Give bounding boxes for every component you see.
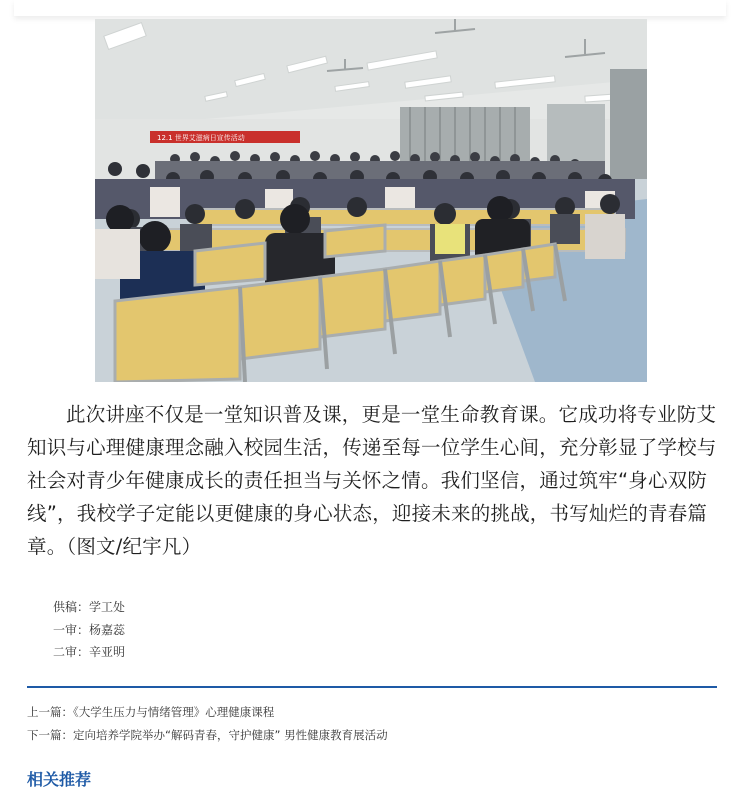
article-credits	[53, 596, 125, 664]
credit-review2-label: 二审：	[53, 645, 90, 659]
article-paragraph: 此次讲座不仅是一堂知识普及课，更是一堂生命教育课。它成功将专业防艾知识与心理健康理念融入校园生活，传递至每一位学生心间，充分彰显了学校与社会对青少年健康成长的责任担当与关怀之情。我们坚信，通过筑牢“身心双防线”，我校学子定能以更健康的身心状态，迎接未来的挑战，书写灿烂的青春篇章。（图文/纪宇凡）	[27, 403, 717, 558]
prev-article	[27, 701, 388, 724]
next-article-label: 下一篇：	[27, 727, 73, 742]
article-navigation	[27, 701, 388, 746]
credit-first-review	[53, 619, 125, 642]
credit-review1-label: 一审：	[53, 622, 90, 637]
banner-text: 12.1 世界艾滋病日宣传活动	[157, 134, 245, 142]
credit-review1-value: 杨嘉蕊	[89, 622, 126, 637]
credit-second-review	[53, 641, 125, 664]
next-article-link[interactable]: 定向培养学院举办“解码青春，守护健康” 男性健康教育展活动	[73, 727, 388, 742]
lecture-photo	[95, 19, 647, 382]
article-body	[27, 398, 717, 563]
next-article	[27, 724, 388, 747]
credit-review2-value: 辛亚明	[89, 645, 126, 659]
related-heading: 相关推荐	[27, 770, 92, 789]
credit-source-label: 供稿：	[53, 600, 90, 614]
header-bar-shadow	[14, 0, 726, 16]
prev-article-label: 上一篇：	[27, 705, 73, 719]
section-divider	[27, 686, 717, 688]
credit-source-value: 学工处	[89, 600, 126, 614]
prev-article-link[interactable]: 《大学生压力与情绪管理》心理健康课程	[73, 705, 275, 719]
credit-source	[53, 596, 125, 619]
